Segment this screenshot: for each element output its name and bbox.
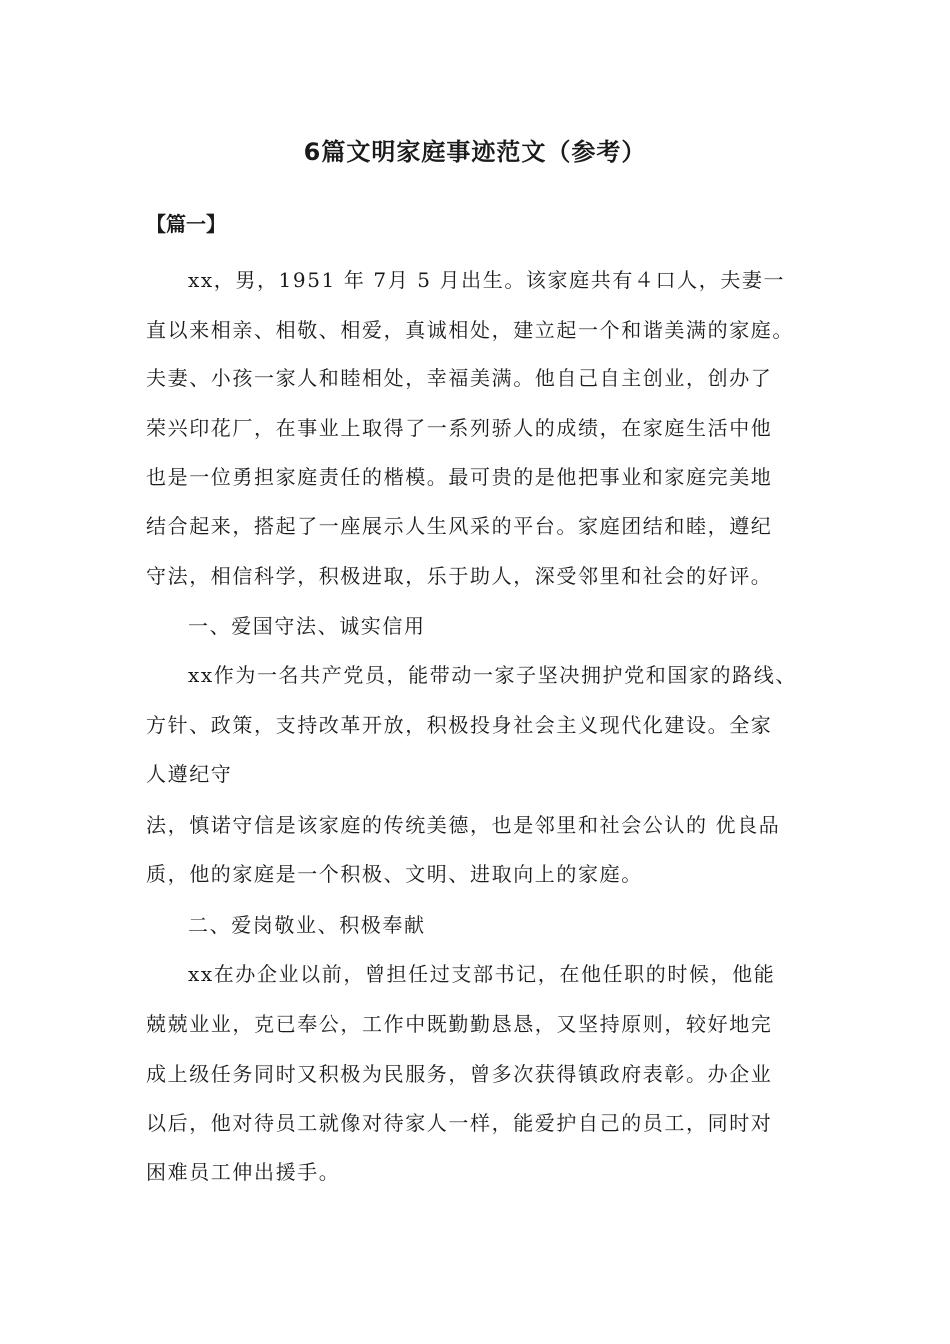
paragraph-line: 结合起来，搭起了一座展示人生风采的平台。家庭团结和睦，遵纪	[146, 514, 773, 538]
paragraph-line: xx，男，1951 年 7月 5 月出生。该家庭共有４口人，夫妻一	[188, 268, 786, 292]
paragraph-line: 兢兢业业，克已奉公，工作中既勤勤恳恳，又坚持原则，较好地完	[146, 1012, 773, 1036]
document-title: 6篇文明家庭事迹范文（参考）	[303, 138, 647, 166]
paragraph-line: 直以来相亲、相敬、相爱，真诚相处，建立起一个和谐美满的家庭。	[146, 318, 794, 342]
paragraph-line: 质，他的家庭是一个积极、文明、进取向上的家庭。	[146, 862, 643, 886]
paragraph-line: 以后，他对待员工就像对待家人一样，能爱护自己的员工，同时对	[146, 1111, 773, 1135]
paragraph-line: 成上级任务同时又积极为民服务，曾多次获得镇政府表彰。办企业	[146, 1062, 773, 1086]
paragraph-line: 守法，相信科学，积极进取，乐于助人，深受邻里和社会的好评。	[146, 564, 773, 588]
paragraph-line: 夫妻、小孩一家人和睦相处，幸福美满。他自己自主创业，创办了	[146, 366, 773, 390]
section-heading: 【篇一】	[146, 212, 226, 236]
paragraph-line: xx作为一名共产党员，能带动一家子坚决拥护党和国家的路线、	[188, 663, 797, 687]
paragraph-line: 方针、政策，支持改革开放，积极投身社会主义现代化建设。全家	[146, 713, 773, 737]
paragraph-line: 人遵纪守	[146, 762, 233, 786]
subheading: 一、爱国守法、诚实信用	[188, 614, 426, 638]
subheading: 二、爱岗敬业、积极奉献	[188, 913, 426, 937]
paragraph-line: xx在办企业以前，曾担任过支部书记，在他任职的时候，他能	[188, 962, 776, 986]
paragraph-line: 法，慎诺守信是该家庭的传统美德，也是邻里和社会公认的 优良品	[146, 813, 781, 837]
paragraph-line: 困难员工伸出援手。	[146, 1160, 341, 1184]
paragraph-line: 荣兴印花厂，在事业上取得了一系列骄人的成绩，在家庭生活中他	[146, 416, 773, 440]
paragraph-line: 也是一位勇担家庭责任的楷模。最可贵的是他把事业和家庭完美地	[146, 465, 773, 489]
